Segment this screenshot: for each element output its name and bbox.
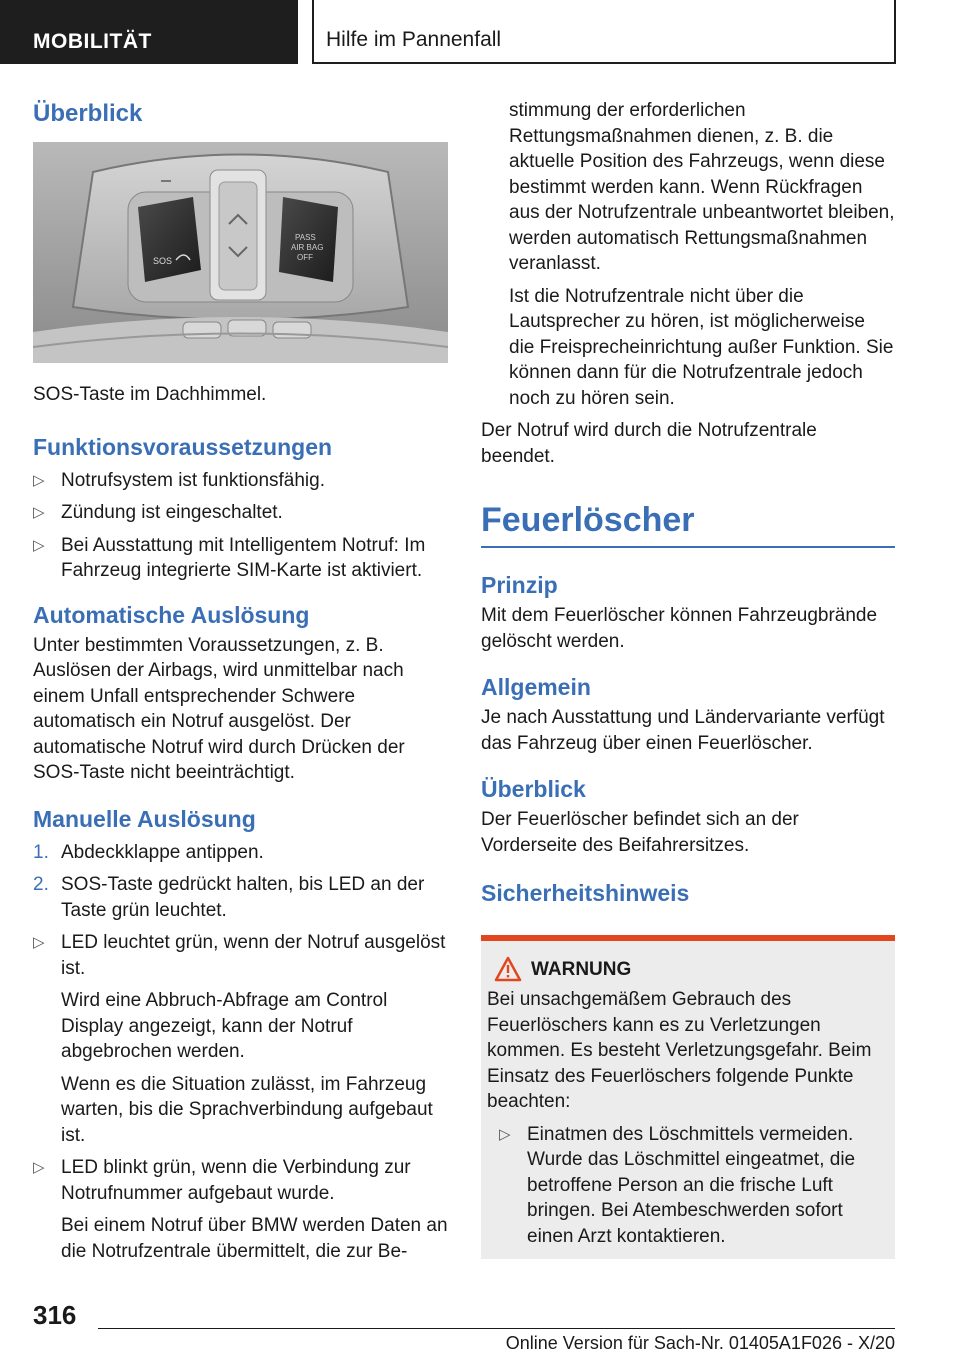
- sub-paragraph: Bei einem Notruf über BMW werden Daten an die Notrufzentrale übermittelt, die zur Be-: [61, 1215, 448, 1262]
- requirements-list: [33, 468, 448, 584]
- requirements-heading: Funktionsvoraussetzungen: [33, 433, 333, 460]
- triangle-bullet-icon: ▷: [33, 504, 45, 521]
- warning-box: [481, 935, 895, 1259]
- triangle-bullet-icon: ▷: [33, 1159, 45, 1176]
- sub-paragraph: Wird eine Abbruch-Abfrage am Control Display angezeigt, kann der Notruf abgebrochen werden.: [61, 990, 388, 1062]
- warning-list: [487, 1122, 887, 1250]
- image-caption: SOS-Taste im Dachhimmel.: [33, 384, 267, 405]
- chapter-label: Hilfe im Pannenfall: [312, 0, 896, 64]
- warning-title: WARNUNG: [531, 959, 887, 987]
- triangle-bullet-icon: ▷: [33, 934, 45, 951]
- sub-paragraph: Wenn es die Situation zulässt, im Fahrzeug warten, bis die Sprachverbindung aufgebaut ist.: [61, 1073, 433, 1146]
- left-column: [33, 100, 448, 1264]
- sos-label: SOS: [153, 256, 173, 266]
- end-call-text: Der Notruf wird durch die Notrufzentrale beendet.: [481, 420, 817, 467]
- principle-heading: Prinzip: [481, 572, 558, 598]
- auto-trigger-heading: Automatische Auslösung: [33, 601, 310, 628]
- overview-text: Der Feuerlöscher befindet sich an der Vorderseite des Beifahrersitzes.: [481, 809, 799, 856]
- triangle-bullet-icon: ▷: [499, 1125, 511, 1143]
- sos-button-photo: [33, 142, 448, 363]
- speaker-text: Ist die Notrufzentrale nicht über die Lautsprecher zu hören, ist möglicherweise die Freisprecheinrichtung außer Funktion. Sie können dann für die Notrufzentrale jedoch noch zu hören sein.: [509, 285, 894, 409]
- led-status-list: [33, 930, 448, 1264]
- overview-heading-right: Überblick: [481, 776, 586, 802]
- general-text: Je nach Ausstattung und Ländervariante verfügt das Fahrzeug über einen Feuerlöscher.: [481, 707, 885, 754]
- list-item: ▷ Einatmen des Löschmittels vermeiden. Wurde das Löschmittel eingeatmet, die betroffene Person an die frische Luft bringen. Bei Atembeschwerden sofort einen Arzt kontaktieren.: [499, 1123, 856, 1247]
- footer-divider: [98, 1328, 895, 1329]
- auto-trigger-text: Unter bestimmten Voraussetzungen, z. B. Auslösen der Airbags, wird unmittelbar nach einem Unfall entsprechender Schwere automatisch ein Notruf ausgelöst. Der automatische Notruf wird durch Drücken der SOS-Taste nicht beeinträchtigt.: [33, 634, 405, 783]
- triangle-bullet-icon: ▷: [33, 536, 45, 554]
- continuation-text: stimmung der erforderlichen Rettungsmaßnahmen dienen, z. B. die aktuelle Position des Fahrzeugs, wenn diese bestimmt werden kann. Wenn Rückfragen aus der Notrufzentrale unbeantwortet bleiben, werden automatisch Rettungsmaßnahmen veranlasst.: [509, 100, 895, 274]
- off-label: OFF: [297, 253, 313, 262]
- warning-text: Bei unsachgemäßem Gebrauch des Feuerlöschers kann es zu Verletzungen kommen. Es besteht Verletzungsgefahr. Beim Einsatz des Feuerlöschers folgende Punkte beachten:: [487, 989, 872, 1112]
- pass-label: PASS: [295, 233, 316, 242]
- roof-console-illustration: [33, 142, 448, 363]
- safety-heading: Sicherheitshinweis: [481, 880, 690, 906]
- airbag-label: AIR BAG: [291, 243, 324, 252]
- fire-extinguisher-heading: Feuerlöscher: [481, 501, 895, 548]
- general-heading: Allgemein: [481, 674, 591, 700]
- list-item: ▷ LED blinkt grün, wenn die Verbindung zur Notrufnummer aufgebaut wurde.: [33, 1157, 411, 1204]
- manual-steps: [33, 840, 448, 924]
- footer-note: Online Version für Sach-Nr. 01405A1F026 - X/20: [505, 1333, 895, 1353]
- page-number: 316: [33, 1300, 77, 1330]
- list-item: ▷ Bei Ausstattung mit Intelligentem Notruf: Im Fahrzeug integrierte SIM-Karte ist aktiviert.: [33, 534, 426, 581]
- section-label: MOBILITÄT: [0, 0, 298, 64]
- warning-triangle-icon: [494, 956, 522, 988]
- step-item: 2. SOS-Taste gedrückt halten, bis LED an der Taste grün leuchtet.: [33, 874, 425, 921]
- principle-text: Mit dem Feuerlöscher können Fahrzeugbrände gelöscht werden.: [481, 605, 878, 652]
- manual-trigger-heading: Manuelle Auslösung: [33, 805, 256, 832]
- step-item: 1. Abdeckklappe antippen.: [33, 841, 264, 863]
- list-item: ▷ LED leuchtet grün, wenn der Notruf ausgelöst ist.: [33, 932, 446, 979]
- overview-heading: Überblick: [33, 100, 143, 127]
- page-header: [0, 0, 960, 64]
- list-item: ▷ Zündung ist eingeschaltet.: [33, 500, 448, 526]
- list-item: ▷ Notrufsystem ist funktionsfähig.: [33, 468, 448, 494]
- right-column: [481, 98, 895, 1259]
- triangle-bullet-icon: ▷: [33, 471, 45, 489]
